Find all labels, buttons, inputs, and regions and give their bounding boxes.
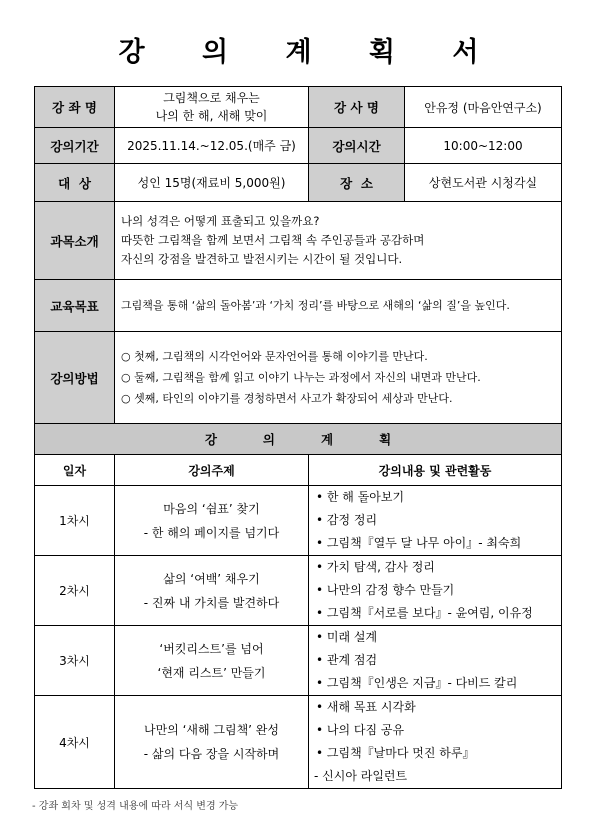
plan-heading: 강의계획 [35, 424, 562, 455]
col-topic-header: 강의주제 [115, 455, 309, 486]
session-activities [309, 556, 562, 626]
lecture-plan-table [34, 86, 562, 789]
place-label: 장 소 [309, 164, 405, 202]
col-session-header: 일자 [35, 455, 115, 486]
method-item: ○ 첫째, 그림책의 시각언어와 문자언어를 통해 이야기를 만난다. [121, 350, 428, 363]
session-row [35, 486, 562, 556]
activity-item: • 감정 정리 [316, 513, 378, 527]
session-topic [115, 556, 309, 626]
topic-line1: ‘버킷리스트’를 넘어 [159, 641, 264, 656]
activity-item: • 그림책『서로를 보다』- 윤여림, 이유정 [316, 606, 533, 620]
activity-item: - 신시아 라일런트 [314, 769, 408, 783]
session-number: 1차시 [35, 486, 115, 556]
topic-line1: 마음의 ‘쉼표’ 찾기 [163, 501, 260, 516]
session-topic [115, 696, 309, 789]
time-value: 10:00~12:00 [405, 128, 562, 164]
activity-item: • 그림책『인생은 지금』- 다비드 칼리 [316, 676, 518, 690]
activity-item: • 가치 탐색, 감사 정리 [316, 560, 435, 574]
session-number: 3차시 [35, 626, 115, 696]
activity-item: • 미래 설계 [316, 630, 378, 644]
activity-item: • 한 해 돌아보기 [316, 490, 405, 504]
activity-item: • 나만의 감정 향수 만들기 [316, 583, 455, 597]
session-row [35, 696, 562, 789]
activity-item: • 관계 점검 [316, 653, 378, 667]
intro-line: 따뜻한 그림책을 함께 보면서 그림책 속 주인공들과 공감하며 [121, 233, 425, 247]
session-topic [115, 486, 309, 556]
period-label: 강의기간 [35, 128, 115, 164]
session-topic [115, 626, 309, 696]
col-content-header: 강의내용 및 관련활동 [309, 455, 562, 486]
topic-line1: 삶의 ‘여백’ 채우기 [163, 571, 260, 586]
activity-item: • 새해 목표 시각화 [316, 700, 416, 714]
activity-item: • 나의 다짐 공유 [316, 723, 405, 737]
time-label: 강의시간 [309, 128, 405, 164]
session-row [35, 626, 562, 696]
intro-line: 자신의 강점을 발견하고 발전시키는 시간이 될 것입니다. [121, 252, 403, 266]
intro-line: 나의 성격은 어떻게 표출되고 있을까요? [121, 214, 320, 228]
course-name-line2: 나의 한 해, 새해 맞이 [155, 109, 268, 123]
topic-line2: ‘현재 리스트’ 만들기 [157, 665, 266, 680]
document-title: 강 의 계 획 서 [118, 37, 503, 68]
activity-item: • 그림책『날마다 멋진 하루』 [316, 746, 475, 760]
goal-label: 교육목표 [35, 280, 115, 332]
session-row [35, 556, 562, 626]
topic-line2: - 진짜 내 가치를 발견하다 [143, 595, 280, 610]
method-item: ○ 셋째, 타인의 이야기를 경청하면서 사고가 확장되어 세상과 만난다. [121, 392, 453, 405]
session-activities [309, 626, 562, 696]
goal-text: 그림책을 통해 ‘삶의 돌아봄’과 ‘가치 정리’를 바탕으로 새해의 ‘삶의 질’을 높인다. [115, 280, 562, 332]
period-value: 2025.11.14.~12.05.(매주 금) [115, 128, 309, 164]
intro-text [115, 202, 562, 280]
session-activities [309, 486, 562, 556]
session-number: 2차시 [35, 556, 115, 626]
target-value: 성인 15명(재료비 5,000원) [115, 164, 309, 202]
instructor-value: 안유정 (마음안연구소) [405, 87, 562, 128]
session-activities [309, 696, 562, 789]
instructor-label: 강 사 명 [309, 87, 405, 128]
topic-line1: 나만의 ‘새해 그림책’ 완성 [144, 723, 279, 737]
topic-line2: - 한 해의 페이지를 넘기다 [143, 525, 280, 540]
target-label: 대 상 [35, 164, 115, 202]
footnote: - 강좌 회차 및 성격 내용에 따라 서식 변경 가능 [32, 801, 239, 812]
method-item: ○ 둘째, 그림책을 함께 읽고 이야기 나누는 과정에서 자신의 내면과 만난다. [121, 371, 481, 384]
activity-item: • 그림책『열두 달 나무 아이』- 최숙희 [316, 536, 522, 550]
method-label: 강의방법 [35, 332, 115, 424]
course-name [115, 87, 309, 128]
session-number: 4차시 [35, 696, 115, 789]
course-name-line1: 그림책으로 채우는 [163, 91, 260, 105]
course-label: 강 좌 명 [35, 87, 115, 128]
method-text [115, 332, 562, 424]
intro-label: 과목소개 [35, 202, 115, 280]
place-value: 상현도서관 시청각실 [405, 164, 562, 202]
topic-line2: - 삶의 다음 장을 시작하며 [143, 747, 280, 761]
